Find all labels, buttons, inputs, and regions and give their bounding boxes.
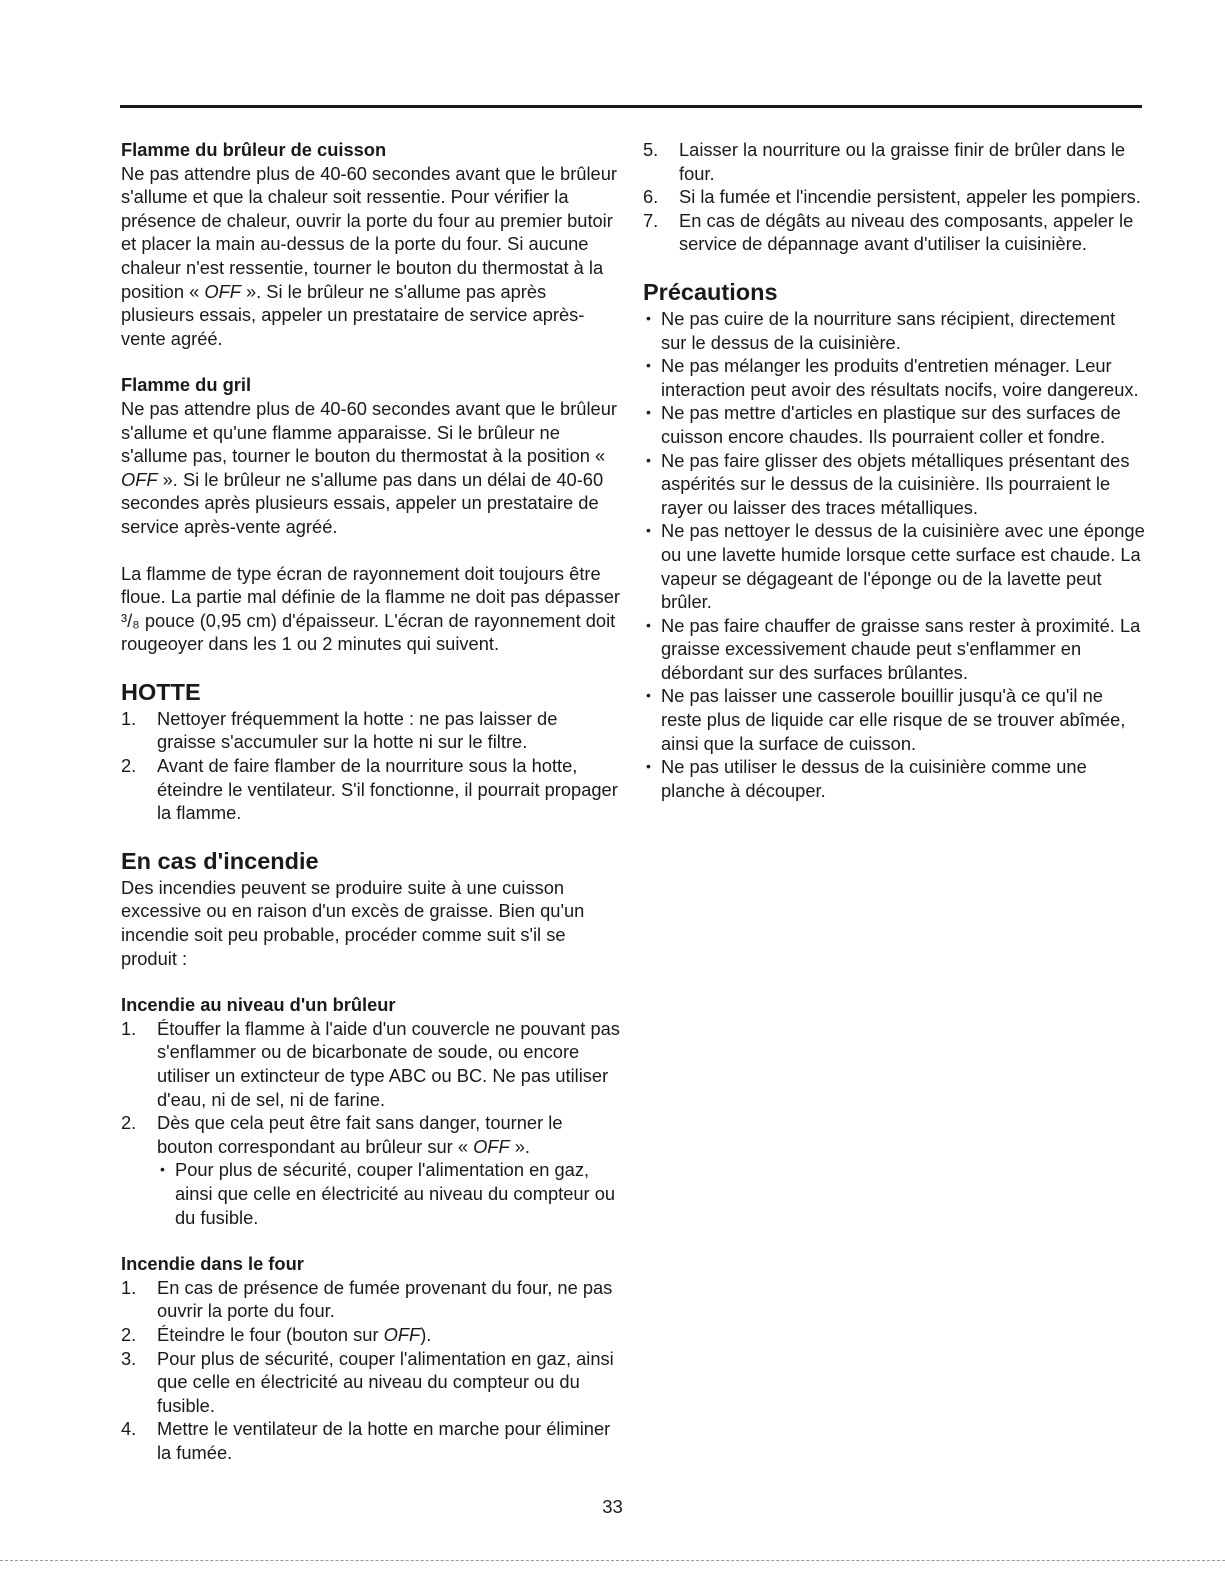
item-number: 5. — [643, 139, 659, 160]
paragraph-incendie-intro: Des incendies peuvent se produire suite à une cuisson excessive ou en raison d'un excès de graisse. Bien qu'un incendie soit peu probable, procéder comme suit s'il se produit : — [121, 876, 585, 969]
item-text: Laisser la nourriture ou la graisse finir de brûler dans le four. — [679, 139, 1126, 184]
list-item — [121, 1276, 621, 1323]
bullet-icon: • — [646, 522, 651, 539]
footer-rule — [0, 1560, 1225, 1561]
item-text: En cas de présence de fumée provenant du four, ne pas ouvrir la porte du four. — [157, 1276, 613, 1322]
item-number: 1. — [121, 1276, 137, 1298]
bullet-item — [643, 519, 1145, 613]
item-text: ). — [420, 1323, 432, 1345]
text-segment: Ne pas attendre plus de 40-60 secondes avant que le brûleur s'allume et que la chaleur soit ressentie. Pour vérifier la présence de chaleur, ouvrir la porte du four au premier butoir et placer la main au-dessus de la porte du four. Si aucune chaleur n'est ressentie, tourner le bouton du thermostat à la position « — [121, 162, 617, 302]
list-incendie-four-continued — [643, 138, 1145, 256]
item-text: Ne pas utiliser le dessus de la cuisinière comme une planche à découper. — [661, 756, 1087, 801]
heading-hotte: HOTTE — [121, 678, 201, 705]
list-item — [643, 185, 1145, 209]
item-number: 7. — [643, 209, 659, 231]
bullet-icon: • — [646, 357, 651, 374]
item-number: 1. — [121, 707, 137, 729]
off-label: OFF — [204, 280, 241, 302]
list-incendie-bruleur — [121, 1017, 621, 1229]
bullet-icon: • — [646, 758, 651, 775]
item-text: Ne pas laisser une casserole bouillir jusqu'à ce qu'il ne reste plus de liquide car elle risque de se trouver abîmée, ainsi que la surface de cuisson. — [661, 685, 1126, 754]
list-item — [121, 1417, 621, 1464]
bullet-icon: • — [646, 309, 651, 326]
item-number: 2. — [121, 1112, 137, 1134]
list-item — [121, 754, 621, 825]
item-number: 6. — [643, 186, 659, 208]
item-text: Pour plus de sécurité, couper l'alimentation en gaz, ainsi que celle en électricité au niveau du compteur ou du fusible. — [175, 1159, 616, 1228]
bullet-item — [643, 401, 1145, 448]
bullet-item — [643, 307, 1145, 354]
text-segment: pouce (0,95 cm) d'épaisseur. L'écran de rayonnement doit rougeoyer dans les 1 ou 2 minutes qui suivent. — [121, 609, 616, 655]
bullet-icon: • — [646, 404, 651, 421]
item-text: ». — [509, 1135, 530, 1157]
off-label: OFF — [383, 1323, 421, 1345]
item-text: Ne pas nettoyer le dessus de la cuisinière avec une éponge ou une lavette humide lorsque cette surface est chaude. La vapeur se dégageant de l'éponge ou de la lavette peut brûler. — [661, 520, 1145, 613]
item-text: Ne pas faire glisser des objets métalliques présentant des aspérités sur le dessus de la cuisinière. Ils pourraient le rayer ou laisser des traces métalliques. — [661, 449, 1130, 518]
bullet-icon: • — [646, 616, 651, 633]
item-text: Ne pas faire chauffer de graisse sans rester à proximité. La graisse excessivement chaude peut s'enflammer en débordant sur des surfaces brûlantes. — [661, 614, 1141, 683]
section-title-flamme-gril: Flamme du gril — [121, 374, 252, 396]
item-text: Avant de faire flamber de la nourriture sous la hotte, éteindre le ventilateur. S'il fonctionne, il pourrait propager la flamme. — [157, 755, 618, 824]
text-segment: ». Si le brûleur ne s'allume pas dans un délai de 40-60 secondes après plusieurs essais, appeler un prestataire de service après-vente agréé. — [121, 468, 604, 537]
item-text: Si la fumée et l'incendie persistent, appeler les pompiers. — [679, 186, 1141, 208]
item-text: Pour plus de sécurité, couper l'alimentation en gaz, ainsi que celle en électricité au niveau du compteur ou du fusible. — [157, 1347, 614, 1416]
item-text: Mettre le ventilateur de la hotte en marche pour éliminer la fumée. — [157, 1418, 611, 1463]
bullet-item — [643, 684, 1145, 755]
list-item — [643, 138, 1145, 185]
item-text: Nettoyer fréquemment la hotte : ne pas laisser de graisse s'accumuler sur la hotte ni sur le filtre. — [157, 707, 558, 753]
paragraph-flamme-cuisson — [121, 162, 621, 351]
bullet-item — [643, 449, 1145, 520]
item-text: Ne pas cuire de la nourriture sans récipient, directement sur le dessus de la cuisinière. — [661, 307, 1116, 353]
fraction: ³/₈ — [121, 609, 140, 631]
item-number: 2. — [121, 755, 137, 777]
list-item — [121, 707, 621, 754]
list-item — [121, 1111, 621, 1229]
item-number: 3. — [121, 1347, 137, 1369]
bullet-icon: • — [646, 451, 651, 468]
paragraph-flamme-gril — [121, 397, 621, 539]
item-text: Ne pas mettre d'articles en plastique sur des surfaces de cuisson encore chaudes. Ils pourraient coller et fondre. — [661, 402, 1121, 447]
list-precautions — [643, 307, 1145, 802]
off-label: OFF — [121, 468, 158, 490]
bullet-icon: • — [160, 1161, 165, 1178]
page-number: 33 — [602, 1496, 623, 1517]
list-item — [643, 209, 1145, 256]
item-text: En cas de dégâts au niveau des composants, appeler le service de dépannage avant d'utiliser la cuisinière. — [679, 209, 1134, 255]
list-item — [121, 1017, 621, 1111]
heading-precautions: Précautions — [643, 278, 778, 305]
list-item — [121, 1323, 621, 1347]
item-text: Dès que cela peut être fait sans danger, tourner le bouton correspondant au brûleur sur « — [157, 1112, 563, 1157]
header-rule — [120, 105, 1142, 108]
section-title-flamme-cuisson: Flamme du brûleur de cuisson — [121, 139, 387, 160]
item-number: 2. — [121, 1323, 137, 1345]
list-incendie-four — [121, 1276, 621, 1465]
text-segment: ». Si le brûleur ne s'allume pas après plusieurs essais, appeler un prestataire de service après-vente agréé. — [121, 280, 585, 349]
bullet-item — [157, 1158, 621, 1229]
off-label: OFF — [473, 1135, 510, 1157]
sub-bullet-list — [157, 1158, 621, 1229]
text-segment: La flamme de type écran de rayonnement doit toujours être floue. La partie mal définie de la flamme ne doit pas dépasser — [121, 562, 620, 608]
bullet-item — [643, 354, 1145, 401]
paragraph-ecran-rayonnement — [121, 562, 621, 656]
text-segment: Ne pas attendre plus de 40-60 secondes avant que le brûleur s'allume et qu'une flamme apparaisse. Si le brûleur ne s'allume pas, tourner le bouton du thermostat à la position « — [121, 397, 617, 467]
item-text: Éteindre le four (bouton sur — [157, 1323, 384, 1345]
right-column — [643, 138, 1145, 802]
bullet-item — [643, 755, 1145, 802]
bullet-icon: • — [646, 687, 651, 704]
left-column — [121, 138, 621, 1465]
heading-incendie: En cas d'incendie — [121, 847, 319, 874]
bullet-item — [643, 614, 1145, 685]
item-number: 4. — [121, 1418, 137, 1440]
list-item — [121, 1347, 621, 1418]
item-text: Ne pas mélanger les produits d'entretien ménager. Leur interaction peut avoir des résultats nocifs, voire dangereux. — [661, 355, 1139, 400]
item-text: Étouffer la flamme à l'aide d'un couvercle ne pouvant pas s'enflammer ou de bicarbonate de soude, ou encore utiliser un extincteur de type ABC ou BC. Ne pas utiliser d'eau, ni de sel, ni de farine. — [157, 1017, 620, 1110]
item-number: 1. — [121, 1017, 137, 1039]
list-hotte — [121, 707, 621, 825]
section-title-incendie-four: Incendie dans le four — [121, 1253, 304, 1275]
section-title-incendie-bruleur: Incendie au niveau d'un brûleur — [121, 994, 396, 1016]
